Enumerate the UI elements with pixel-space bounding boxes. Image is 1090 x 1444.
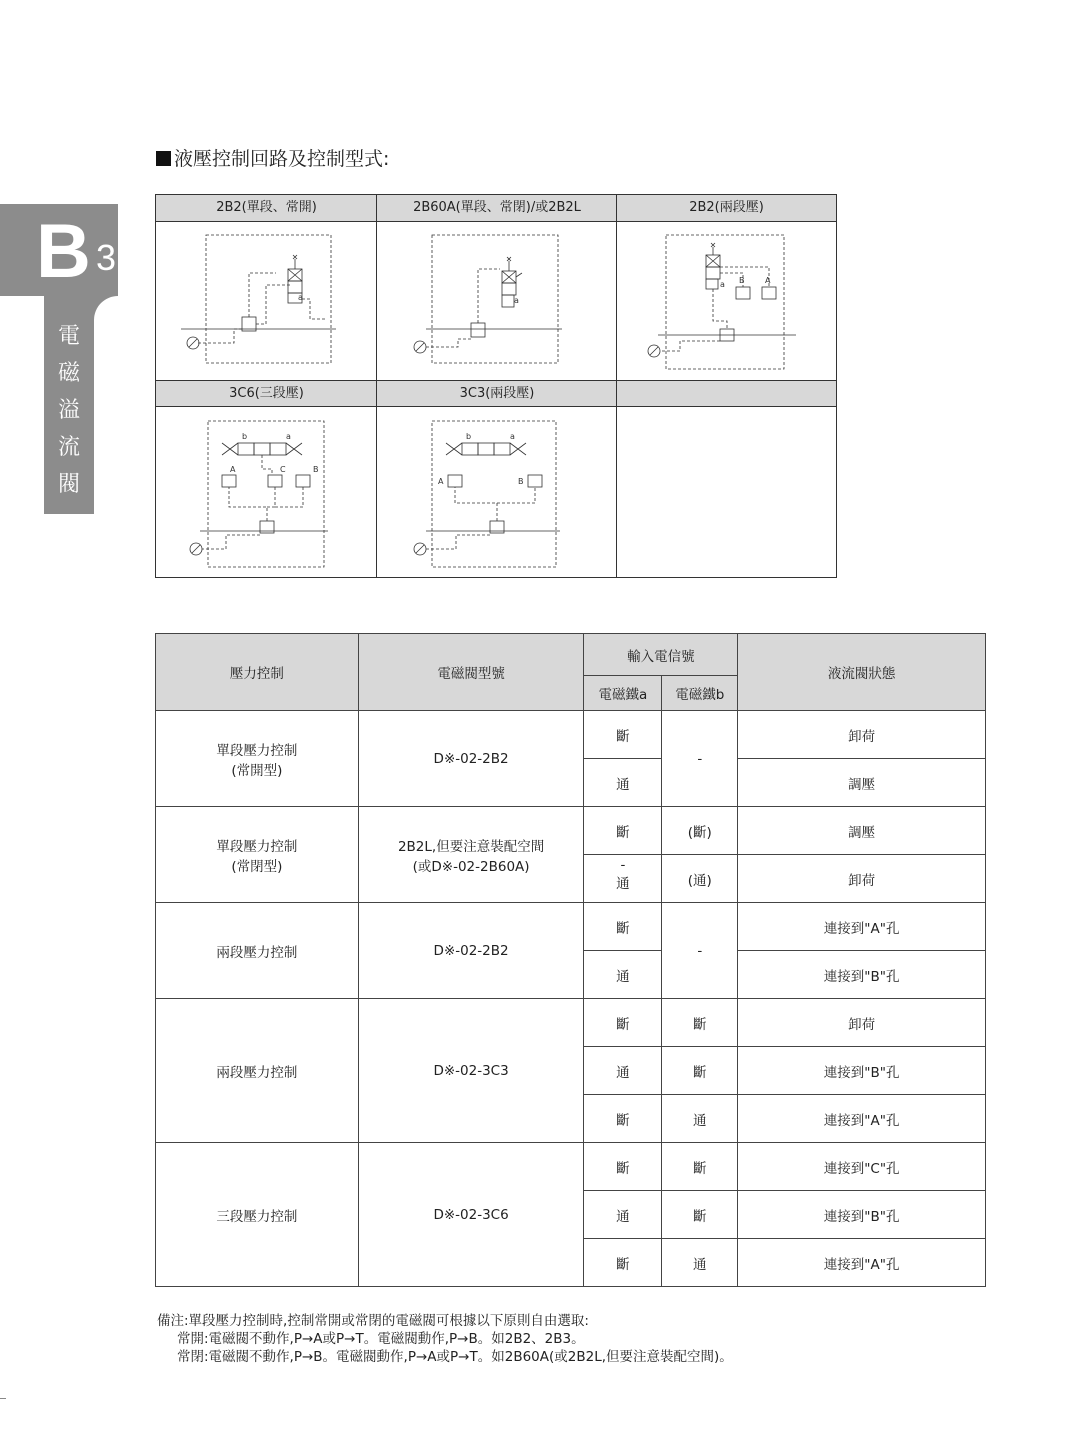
relief-state-cell: 卸荷 <box>738 711 986 759</box>
section-title-text: 液壓控制回路及控制型式: <box>174 148 390 170</box>
chapter-title-char: 閥 <box>57 472 80 497</box>
control-type-line: 單段壓力控制 <box>216 838 298 855</box>
header-relief-state: 液流閥狀態 <box>738 634 986 711</box>
relief-state-cell: 連接到"A"孔 <box>738 1095 986 1143</box>
chapter-title-char: 溢 <box>57 398 80 423</box>
port-b-label: B <box>518 477 524 486</box>
solenoid-b-cell: - <box>662 711 738 807</box>
diagram-label-2b2-two-stage: 2B2(兩段壓) <box>617 195 836 222</box>
table-row <box>156 807 986 855</box>
solenoid-a-cell: 斷 <box>584 903 662 951</box>
table-row <box>156 711 986 759</box>
relief-state-cell: 調壓 <box>738 807 986 855</box>
hydraulic-circuit-2b60a <box>396 229 596 374</box>
valve-model-cell: D※-02-3C3 <box>358 999 584 1143</box>
margin-tick <box>0 1398 6 1399</box>
solenoid-b-cell: 通 <box>662 1095 738 1143</box>
valve-model-line: D※-02-2B2 <box>433 750 509 767</box>
diagram-label-3c6: 3C6(三段壓) <box>156 381 377 407</box>
solenoid-a-cell: 斷 <box>584 711 662 759</box>
square-bullet-icon <box>156 151 171 166</box>
solenoid-b-label: b <box>242 432 248 441</box>
note-line: 常開:電磁閥不動作,P→A或P→T。電磁閥動作,P→B。如2B2、2B3。 <box>177 1331 585 1347</box>
relief-state-cell: 連接到"B"孔 <box>738 1191 986 1239</box>
solenoid-a-label: a <box>286 432 291 441</box>
port-b-label: B <box>739 276 745 285</box>
valve-model-cell <box>358 807 584 903</box>
solenoid-a-cell: 斷 <box>584 1239 662 1287</box>
notes-block <box>157 1312 733 1366</box>
relief-state-cell: 連接到"B"孔 <box>738 951 986 999</box>
hydraulic-circuit-2b2 <box>176 229 366 374</box>
chapter-tab-corner <box>94 296 118 320</box>
chapter-title-char: 流 <box>57 435 80 460</box>
hydraulic-circuit-3c3 <box>396 415 596 573</box>
solenoid-a-label: a <box>514 296 519 305</box>
note-line: 備注:單段壓力控制時,控制常開或常閉的電磁閥可根據以下原則自由選取: <box>157 1313 589 1329</box>
chapter-title-char: 磁 <box>57 361 80 386</box>
diagram-label-2b60a: 2B60A(單段、常閉)/或2B2L <box>377 195 617 222</box>
solenoid-b-cell: (斷) <box>662 807 738 855</box>
control-type-line: (常開型) <box>231 762 283 779</box>
solenoid-b-cell: 斷 <box>662 999 738 1047</box>
solenoid-a-value: 通 <box>616 875 630 892</box>
note-line: 常閉:電磁閥不動作,P→B。電磁閥動作,P→A或P→T。如2B60A(或2B2L,但要注意裝配空間)。 <box>177 1349 733 1365</box>
header-solenoid-b: 電磁鐵b <box>662 676 738 711</box>
solenoid-b-cell: - <box>662 903 738 999</box>
chapter-title-vertical <box>44 318 94 503</box>
solenoid-a-cell: 通 <box>584 1047 662 1095</box>
solenoid-b-cell: 斷 <box>662 1191 738 1239</box>
relief-state-cell: 連接到"A"孔 <box>738 903 986 951</box>
solenoid-b-cell: 斷 <box>662 1143 738 1191</box>
control-type-cell <box>156 711 359 807</box>
solenoid-a-value: 斷 <box>616 824 630 841</box>
control-type-cell: 兩段壓力控制 <box>156 903 359 999</box>
table-row <box>156 1143 986 1191</box>
port-b-label: B <box>313 465 319 474</box>
valve-model-cell: D※-02-3C6 <box>358 1143 584 1287</box>
control-mode-table <box>155 633 986 1287</box>
valve-model-line: (或D※-02-2B60A) <box>412 858 530 875</box>
solenoid-a-cell: 通 <box>584 759 662 807</box>
relief-state-cell: 連接到"A"孔 <box>738 1239 986 1287</box>
diagram-label-empty <box>617 381 836 407</box>
column-divider <box>376 195 377 577</box>
valve-model-line: 2B2L,但要注意裝配空間 <box>397 838 545 855</box>
port-c-label: C <box>280 465 286 474</box>
chapter-number: 3 <box>96 237 117 278</box>
diagram-label-2b2: 2B2(單段、常開) <box>156 195 377 222</box>
diagram-label-3c3: 3C3(兩段壓) <box>377 381 617 407</box>
column-divider <box>616 195 617 577</box>
chapter-letter: B <box>36 209 91 294</box>
chapter-title-char: 電 <box>57 324 80 349</box>
port-a-label: A <box>438 477 444 486</box>
section-title <box>156 144 389 171</box>
port-a-label: A <box>230 465 236 474</box>
circuit-diagram-grid <box>155 194 837 578</box>
relief-state-cell: 卸荷 <box>738 999 986 1047</box>
relief-state-cell: 調壓 <box>738 759 986 807</box>
header-pressure-control: 壓力控制 <box>156 634 359 711</box>
relief-state-cell: 卸荷 <box>738 855 986 903</box>
solenoid-b-cell: (通) <box>662 855 738 903</box>
solenoid-b-cell: 通 <box>662 1239 738 1287</box>
solenoid-a-cell: 通 <box>584 951 662 999</box>
valve-model-cell <box>358 711 584 807</box>
solenoid-a-cell: 斷 <box>584 999 662 1047</box>
control-type-cell: 兩段壓力控制 <box>156 999 359 1143</box>
hydraulic-circuit-3c6 <box>176 415 366 573</box>
relief-state-cell: 連接到"B"孔 <box>738 1047 986 1095</box>
relief-state-cell: 連接到"C"孔 <box>738 1143 986 1191</box>
hydraulic-circuit-2b2-two-stage <box>626 229 826 374</box>
solenoid-b-cell: 斷 <box>662 1047 738 1095</box>
control-type-line: (常閉型) <box>231 858 283 875</box>
solenoid-a-label: a <box>720 280 725 289</box>
control-type-cell: 三段壓力控制 <box>156 1143 359 1287</box>
solenoid-a-label: a <box>510 432 515 441</box>
solenoid-a-label: a <box>298 293 303 302</box>
solenoid-a-cell <box>584 855 662 903</box>
port-a-label: A <box>765 276 771 285</box>
solenoid-a-cell <box>584 807 662 855</box>
control-type-line: 單段壓力控制 <box>216 742 298 759</box>
solenoid-a-dash: - <box>620 856 626 873</box>
solenoid-a-cell: 通 <box>584 1191 662 1239</box>
valve-model-cell: D※-02-2B2 <box>358 903 584 999</box>
control-type-cell <box>156 807 359 903</box>
solenoid-a-cell: 斷 <box>584 1143 662 1191</box>
header-solenoid-a: 電磁鐵a <box>584 676 662 711</box>
header-input-signal: 輸入電信號 <box>584 634 738 676</box>
solenoid-b-label: b <box>466 432 472 441</box>
solenoid-a-cell: 斷 <box>584 1095 662 1143</box>
table-row <box>156 999 986 1047</box>
header-valve-model: 電磁閥型號 <box>358 634 584 711</box>
table-row <box>156 903 986 951</box>
